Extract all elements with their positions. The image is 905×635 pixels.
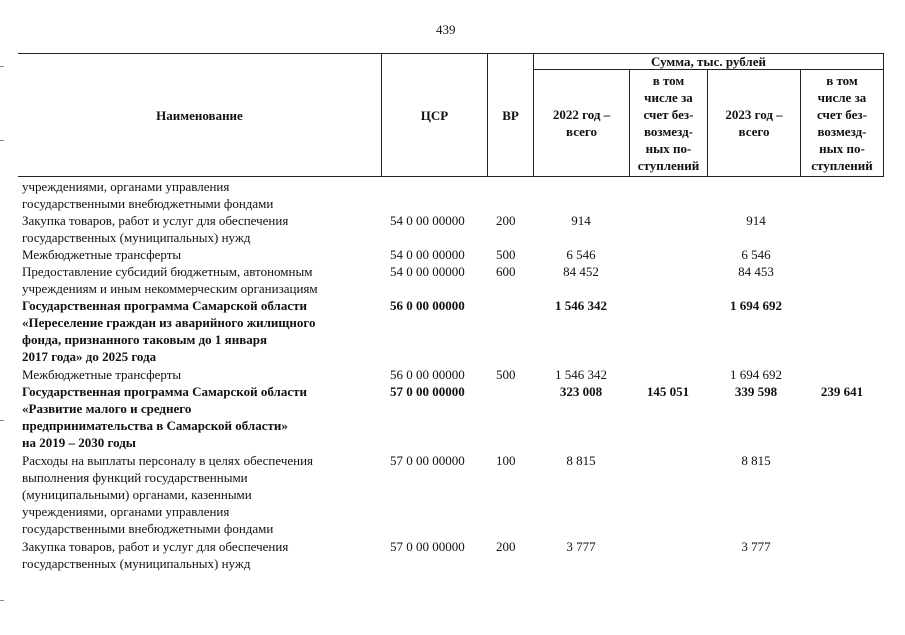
row-name: Государственная программа Самарской области «Развитие малого и среднего предпринимательства в Самарской области» на 2019 – 2030 годы [22,384,307,450]
row-csr: 54 0 00 00000 [390,213,465,228]
scan-margin-mark [0,600,4,601]
row-sum-2022: 84 452 [563,264,599,279]
scan-margin-mark [0,66,4,67]
header-sum-group: Сумма, тыс. рублей [651,54,766,69]
page-number: 439 [436,22,456,37]
row-csr: 57 0 00 00000 [390,384,465,399]
row-csr: 56 0 00 00000 [390,298,465,313]
header-vr: ВР [502,107,519,123]
row-name: учреждениями, органами управления государственными внебюджетными фондами [22,179,274,211]
row-csr: 57 0 00 00000 [390,453,465,468]
row-sum-2023: 84 453 [738,264,774,279]
row-name: Закупка товаров, работ и услуг для обеспечения государственных (муниципальных) нужд [22,539,289,571]
row-vr: 100 [496,453,516,468]
row-sum-2022: 1 546 342 [555,298,607,313]
header-bottom-border [18,176,884,177]
header-name: Наименование [156,107,243,123]
row-sum-2022: 914 [571,213,591,228]
row-name: Межбюджетные трансферты [22,247,182,262]
row-vr: 500 [496,247,516,262]
row-sum-2023: 1 694 692 [730,298,782,313]
row-name: Межбюджетные трансферты [22,367,182,382]
row-csr: 54 0 00 00000 [390,247,465,262]
header-csr: ЦСР [420,107,449,123]
row-sum-2022: 8 815 [566,453,596,468]
row-sum-2023: 1 694 692 [730,367,782,382]
row-name: Государственная программа Самарской области «Переселение граждан из аварийного жилищного фонда, признанного таковым до 1 января 2017 года» до 2025 года [22,298,316,364]
row-sum-2022: 1 546 342 [555,367,607,382]
header-2023-total: 2023 год – всего [725,107,783,139]
row-sum-2022: 323 008 [559,384,603,399]
row-csr: 57 0 00 00000 [390,539,465,554]
scan-margin-mark [0,420,4,421]
row-name: Закупка товаров, работ и услуг для обеспечения государственных (муниципальных) нужд [22,213,289,245]
header-vline-7 [883,53,884,177]
row-sum-2023: 8 815 [741,453,771,468]
row-sum-2022: 6 546 [566,247,596,262]
header-2022-grants: в том числе за счет без- возмезд- ных по- ступлений [637,73,700,173]
row-sum-2023: 339 598 [734,384,778,399]
row-sum-2023: 3 777 [741,539,771,554]
row-grants-2023: 239 641 [820,384,864,399]
row-vr: 500 [496,367,516,382]
row-grants-2022: 145 051 [646,384,690,399]
row-csr: 54 0 00 00000 [390,264,465,279]
header-2023-grants: в том числе за счет без- возмезд- ных по- ступлений [811,73,873,173]
row-name: Предоставление субсидий бюджетным, автономным учреждениям и иным некоммерческим организациям [22,264,318,296]
scan-margin-mark [0,140,4,141]
row-csr: 56 0 00 00000 [390,367,465,382]
row-vr: 200 [496,213,516,228]
row-vr: 200 [496,539,516,554]
row-sum-2023: 6 546 [741,247,771,262]
row-sum-2022: 3 777 [566,539,596,554]
header-2022-total: 2022 год – всего [552,107,611,139]
row-sum-2023: 914 [746,213,766,228]
row-vr: 600 [496,264,516,279]
row-name: Расходы на выплаты персоналу в целях обеспечения выполнения функций государственными (муниципальными) органами, казенными учреждениями, органами управления государственными внебюджетными фондами [22,453,314,536]
